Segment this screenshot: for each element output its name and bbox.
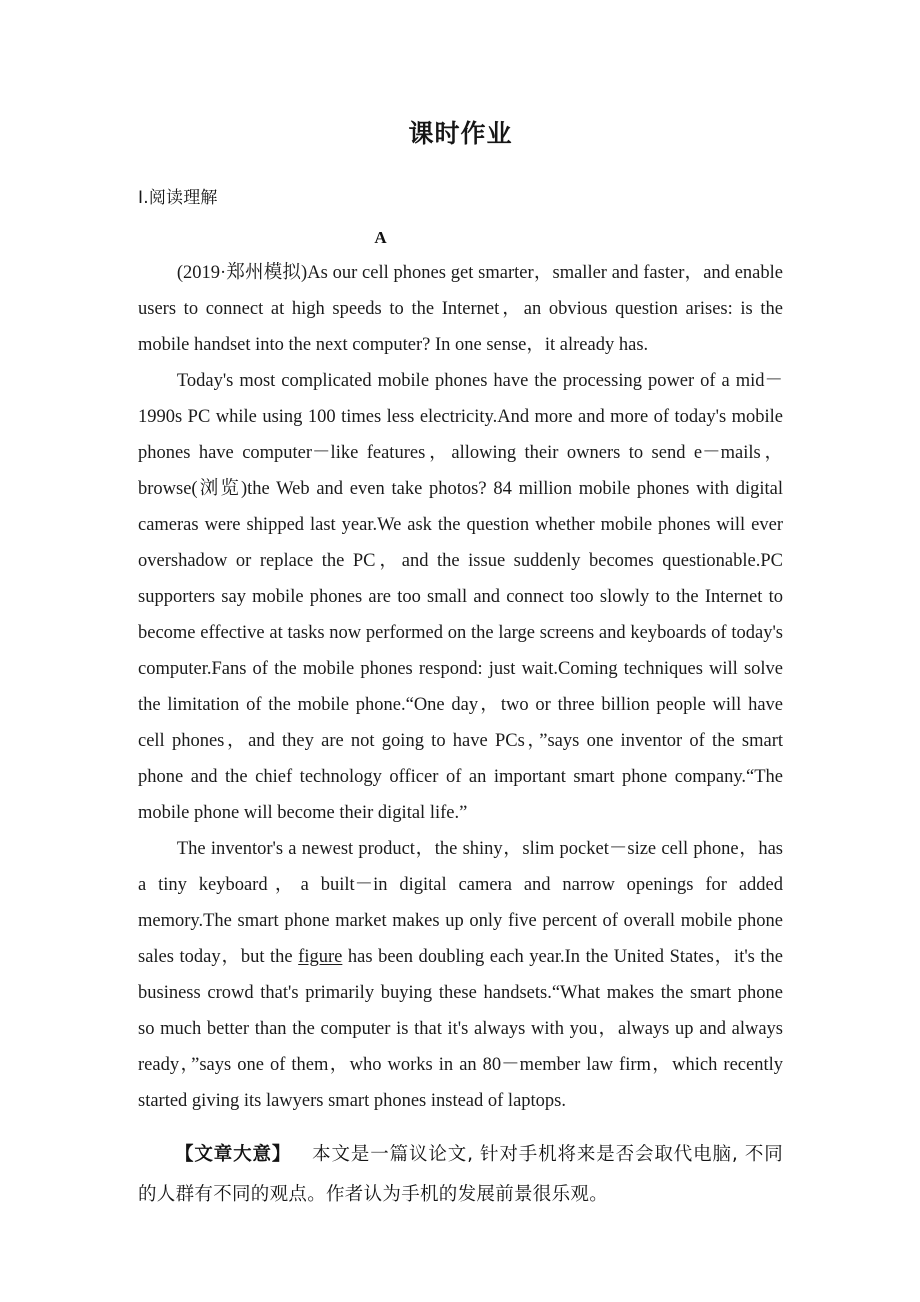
passage-gist-block bbox=[138, 1135, 783, 1215]
passage-paragraph-3 bbox=[138, 831, 783, 1119]
passage-paragraph-2: Today's most complicated mobile phones have the processing power of a mid－1990s PC while using 100 times less electricity.And more and more of today's mobile phones have computer－like features，allowing their owners to send e－mails，browse(浏览)the Web and even take photos? 84 million mobile phones with digital cameras were shipped last year.We ask the question whether mobile phones will ever overshadow or replace the PC，and the issue suddenly becomes questionable.PC supporters say mobile phones are too small and connect too slowly to the Internet to become effective at tasks now performed on the large screens and keyboards of today's computer.Fans of the mobile phones respond: just wait.Coming techniques will solve the limitation of the mobile phone.“One day，two or three billion people will have cell phones，and they are not going to have PCs，”says one inventor of the smart phone and the chief technology officer of an important smart phone company.“The mobile phone will become their digital life.” bbox=[138, 371, 783, 823]
section-heading-reading-comprehension: Ⅰ.阅读理解 bbox=[138, 188, 218, 208]
underlined-word-figure: figure bbox=[298, 947, 343, 967]
gist-text: 本文是一篇议论文, 针对手机将来是否会取代电脑, 不同的人群有不同的观点。作者认为手机的发展前景很乐观。 bbox=[138, 1144, 783, 1205]
paragraph-3-text-before-underline: The inventor's a newest product，the shiny，slim pocket－size cell phone，has a tiny keyboard，a built－in digital camera and narrow openings for added memory.The smart phone market makes up only five percent of overall mobile phone sales today，but the bbox=[138, 839, 783, 967]
paragraph-3-text-after-underline: has been doubling each year.In the United States，it's the business crowd that's primarily buying these handsets.“What makes the smart phone so much better than the computer is that it's always with you，always up and always ready，”says one of them，who works in an 80－member law firm，which recently started giving its lawyers smart phones instead of laptops. bbox=[138, 947, 783, 1111]
gist-tag-label: 【文章大意】 bbox=[175, 1144, 292, 1165]
document-content bbox=[138, 100, 783, 1215]
passage-paragraph-1: (2019·郑州模拟)As our cell phones get smarter，smaller and faster，and enable users to connect at high speeds to the Internet，an obvious question arises: is the mobile handset into the next computer? In one sense，it already has. bbox=[138, 263, 783, 355]
page-title: 课时作业 bbox=[408, 119, 513, 148]
passage-label: A bbox=[374, 228, 387, 247]
